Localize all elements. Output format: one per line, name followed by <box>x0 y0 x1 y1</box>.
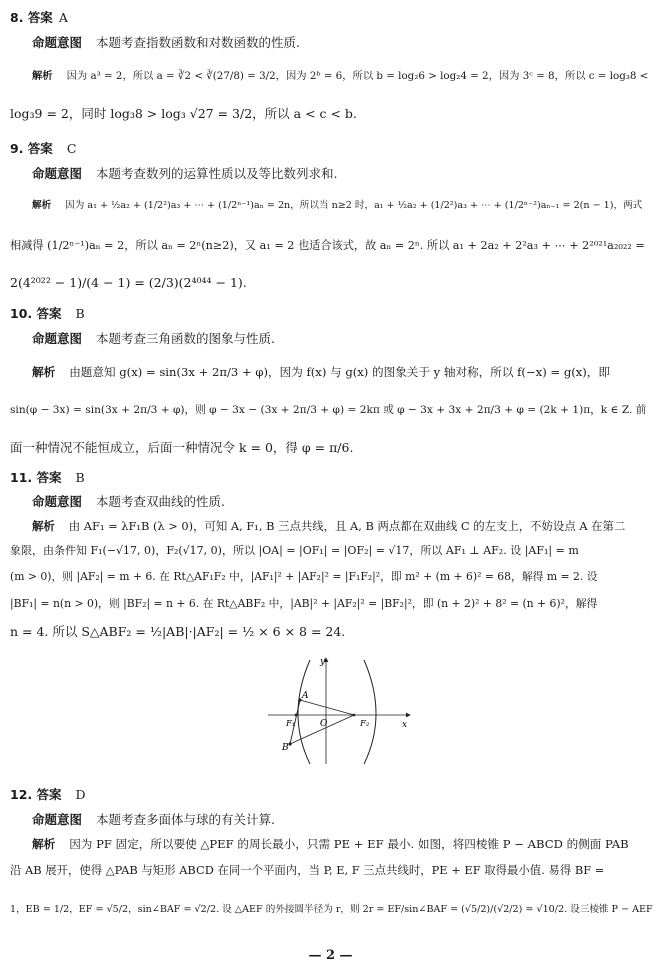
q10-title: 10. 答案 <box>10 306 62 321</box>
q9-analysis-3: 2(4²⁰²² − 1)/(4 − 1) = (2/3)(2⁴⁰⁴⁴ − 1). <box>10 275 247 290</box>
q11-analysis-5: n = 4. 所以 S△ABF₂ = ½|AB|·|AF₂| = ½ × 6 × 8 = 24. <box>10 624 346 639</box>
point-F2 <box>353 714 356 717</box>
q8-intent: 命题意图 本题考查指数函数和对数函数的性质. <box>32 35 300 50</box>
q12-analysis-3: 1，EB = 1/2，EF = √5/2，sin∠BAF = √2/2. 设 △AEF 的外接圆半径为 r，则 2r = EF/sin∠BAF = (√5/2)/(√2/2) = √10/2. 设三棱锥 P − AEF <box>10 904 653 915</box>
label-O: O <box>320 719 328 729</box>
q9-intent: 命题意图 本题考查数列的运算性质以及等比数列求和. <box>32 166 338 181</box>
point-B <box>288 742 291 745</box>
q12-analysis-2: 沿 AB 展开，使得 △PAB 与矩形 ABCD 在同一个平面内，当 P, E, F 三点共线时，PE + EF 取得最小值. 易得 BF = <box>10 863 605 877</box>
q12-intent: 命题意图 本题考查多面体与球的有关计算. <box>32 812 275 827</box>
q10-analysis-1: 解析 由题意知 g(x) = sin(3x + 2π/3 + φ)，因为 f(x) 与 g(x) 的图象关于 y 轴对称，所以 f(−x) = g(x)，即 <box>32 365 611 379</box>
q8-header <box>10 10 68 26</box>
q10-answer: B <box>75 306 85 321</box>
point-F1 <box>295 714 298 717</box>
q11-title: 11. 答案 <box>10 470 62 485</box>
q12-analysis-1: 解析 因为 PF 固定，所以要使 △PEF 的周长最小，只需 PE + EF 最小. 如图，将四棱锥 P − ABCD 的侧面 PAB <box>32 837 629 851</box>
q12-title: 12. 答案 <box>10 787 62 802</box>
page-number: — 2 — <box>308 948 353 963</box>
label-A: A <box>302 691 309 701</box>
q11-analysis-4: |BF₁| = n(n > 0)，则 |BF₂| = n + 6. 在 Rt△ABF₂ 中，|AB|² + |AF₂|² = |BF₂|²，即 (n + 2)² + 8² = (n + 6)²，解得 <box>10 597 598 610</box>
label-y: y <box>320 657 326 667</box>
line-AF2 <box>300 700 354 715</box>
hyperbola-right-branch <box>364 660 376 764</box>
q11-analysis-3: (m > 0)，则 |AF₂| = m + 6. 在 Rt△AF₁F₂ 中，|AF₁|² + |AF₂|² = |F₁F₂|²，即 m² + (m + 6)² = 68，解得 m = 2. 设 <box>10 570 598 583</box>
q8-title: 8. 答案 <box>10 10 53 25</box>
label-B: B <box>282 743 289 753</box>
q9-title: 9. 答案 <box>10 141 53 156</box>
hyperbola-left-branch <box>298 660 310 764</box>
q10-analysis-3: 面一种情况不能恒成立，后面一种情况令 k = 0，得 φ = π/6. <box>10 440 354 455</box>
q8-analysis-1: 解析 因为 a³ = 2，所以 a = ∛2 < ∛(27/8) = 3/2，因为 2ᵇ = 6，所以 b = log₂6 > log₂4 = 2，因为 3ᶜ = 8，所以 c = log₃8 < <box>32 70 649 82</box>
q11-answer: B <box>75 470 85 485</box>
q10-analysis-2: sin(φ − 3x) = sin(3x + 2π/3 + φ)，则 φ − 3x − (3x + 2π/3 + φ) = 2kπ 或 φ − 3x + 3x + 2π/3 + φ = (2k + 1)π，k ∈ Z. 前 <box>10 404 647 416</box>
q8-analysis-2: log₃9 = 2，同时 log₃8 > log₃ √27 = 3/2，所以 a < c < b. <box>10 106 357 121</box>
q12-header <box>10 787 86 803</box>
q11-intent: 命题意图 本题考查双曲线的性质. <box>32 494 225 509</box>
q11-analysis-1: 解析 由 AF₁ = λF₁B (λ > 0)，可知 A, F₁, B 三点共线，且 A, B 两点都在双曲线 C 的左支上，不妨设点 A 在第二 <box>32 519 626 533</box>
label-x: x <box>402 720 408 730</box>
q10-intent: 命题意图 本题考查三角函数的图象与性质. <box>32 331 275 346</box>
q12-answer: D <box>75 787 86 802</box>
q9-analysis-1: 解析 因为 a₁ + ½a₂ + (1/2²)a₃ + ⋯ + (1/2ⁿ⁻¹)aₙ = 2n，所以当 n≥2 时，a₁ + ½a₂ + (1/2²)a₃ + ⋯ + (1/2ⁿ⁻²)aₙ₋₁ = 2(n − 1)，两式 <box>32 200 643 211</box>
q8-answer: A <box>58 10 68 25</box>
q9-answer: C <box>66 141 77 156</box>
label-F2: F₂ <box>360 719 370 729</box>
q9-header <box>10 141 76 157</box>
q11-analysis-2: 象限，由条件知 F₁(−√17, 0)，F₂(√17, 0)，所以 |OA| = |OF₁| = |OF₂| = √17，所以 AF₁ ⊥ AF₂. 设 |AF₁| = m <box>10 544 579 557</box>
q11-header <box>10 470 85 486</box>
hyperbola-figure <box>268 652 418 767</box>
q10-header <box>10 306 85 322</box>
q9-analysis-2: 相减得 (1/2ⁿ⁻¹)aₙ = 2，所以 aₙ = 2ⁿ(n≥2)，又 a₁ = 2 也适合该式，故 aₙ = 2ⁿ. 所以 a₁ + 2a₂ + 2²a₃ + ⋯ + 2²⁰²¹a₂₀₂₂ = <box>10 239 645 252</box>
label-F1: F₁ <box>286 719 296 729</box>
